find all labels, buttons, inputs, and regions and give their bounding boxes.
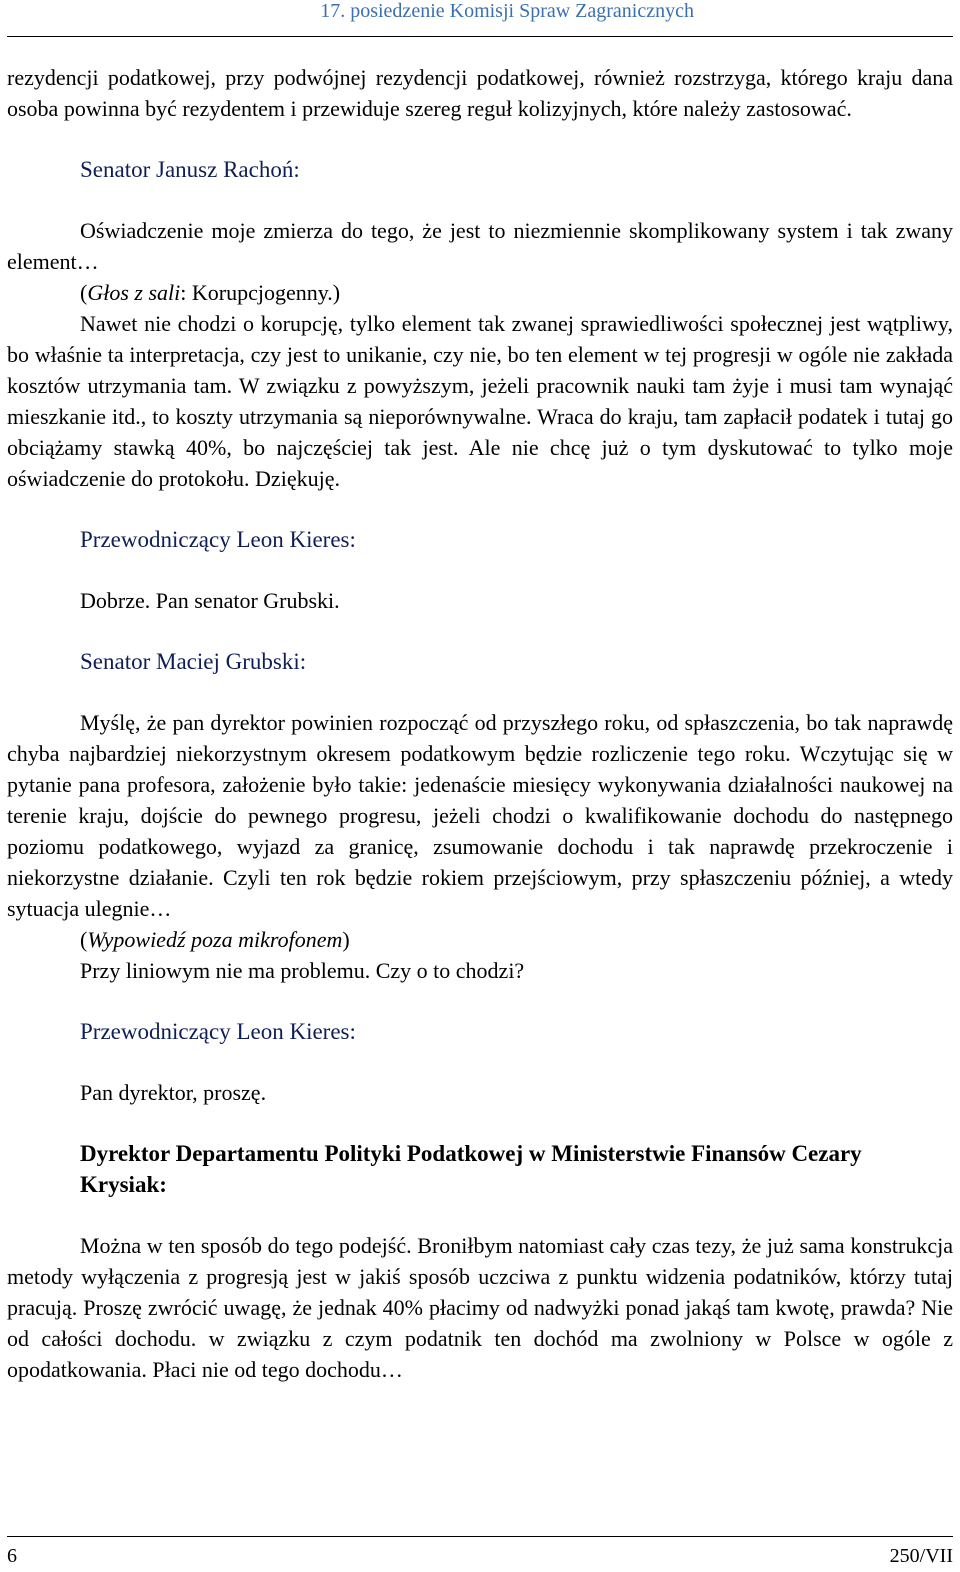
header-divider	[7, 36, 953, 37]
interjection	[7, 277, 953, 308]
interjection-source: Głos z sali	[87, 280, 181, 305]
interjection-open: (	[80, 927, 88, 952]
speaker-heading: Przewodniczący Leon Kieres:	[80, 1019, 356, 1044]
paragraph: Przy liniowym nie ma problemu. Czy o to chodzi?	[80, 958, 525, 983]
paragraph: Pan dyrektor, proszę.	[80, 1080, 267, 1105]
speaker-heading: Senator Janusz Rachoń:	[80, 157, 300, 182]
interjection-open: (	[80, 280, 88, 305]
paragraph: rezydencji podatkowej, przy podwójnej rezydencji podatkowej, również rozstrzyga, którego kraju dana osoba powinna być rezydentem i przewiduje szereg reguł kolizyjnych, które należy zastosować.	[7, 65, 953, 121]
speaker-heading: Przewodniczący Leon Kieres:	[80, 527, 356, 552]
interjection-text: : Korupcjogenny.)	[180, 280, 341, 305]
paragraph: Oświadczenie moje zmierza do tego, że jest to niezmiennie skomplikowany system i tak zwany element…	[7, 218, 953, 274]
paragraph: Nawet nie chodzi o korupcję, tylko element tak zwanej sprawiedliwości społecznej jest wątpliwy, bo właśnie ta interpretacja, czy jest to unikanie, czy nie, bo ten element w tej progresji w ogóle nie zakłada kosztów utrzymania tam. W związku z powyższym, jeżeli pracownik nauki tam żyje i musi tam wynająć mieszkanie itd., to koszty utrzymania są nieporównywalne. Wraca do kraju, tam zapłacił podatek i tutaj go obciążamy stawką 40%, bo najczęściej tak jest. Ale nie chcę już o tym dyskutować to tylko moje oświadczenie do protokołu. Dziękuję.	[7, 311, 953, 491]
print-code: 250/VII	[889, 1545, 953, 1567]
page-number: 6	[7, 1545, 17, 1567]
speaker-heading-bold: Dyrektor Departamentu Polityki Podatkowej w Ministerstwie Finansów Cezary Krysiak:	[80, 1141, 862, 1197]
speaker-heading: Senator Maciej Grubski:	[80, 649, 307, 674]
footer-divider	[7, 1536, 953, 1537]
running-header: 17. posiedzenie Komisji Spraw Zagranicznych	[320, 0, 694, 22]
interjection-text: Wypowiedź poza mikrofonem	[87, 927, 343, 952]
paragraph: Myślę, że pan dyrektor powinien rozpocząć od przyszłego roku, od spłaszczenia, bo tak naprawdę chyba najbardziej niekorzystnym okresem podatkowym będzie rozliczenie tego roku. Wczytując się w pytanie pana profesora, założenie było takie: jedenaście miesięcy wykonywania działalności naukowej na terenie kraju, dojście do pewnego progresu, jeżeli chodzi o kwalifikowanie dochodu do następnego poziomu podatkowego, wyjazd za granicę, zsumowanie dochodu i tak naprawdę przekroczenie i niekorzystne działanie. Czyli ten rok będzie rokiem przejściowym, przy spłaszczeniu później, a wtedy sytuacja ulegnie…	[7, 710, 953, 921]
document-body	[7, 62, 953, 1385]
interjection	[7, 924, 953, 955]
interjection-close: )	[342, 927, 350, 952]
paragraph: Dobrze. Pan senator Grubski.	[80, 588, 340, 613]
paragraph: Można w ten sposób do tego podejść. Broniłbym natomiast cały czas tezy, że już sama konstrukcja metody wyłączenia z progresją jest w jakiś sposób uczciwa z punktu widzenia podatników, którzy tutaj pracują. Proszę zwrócić uwagę, że jednak 40% płacimy od nadwyżki ponad jakąś tam kwotę, prawda? Nie od całości dochodu. w związku z czym podatnik ten dochód ma zwolniony w Polsce w ogóle z opodatkowania. Płaci nie od tego dochodu…	[7, 1233, 953, 1382]
